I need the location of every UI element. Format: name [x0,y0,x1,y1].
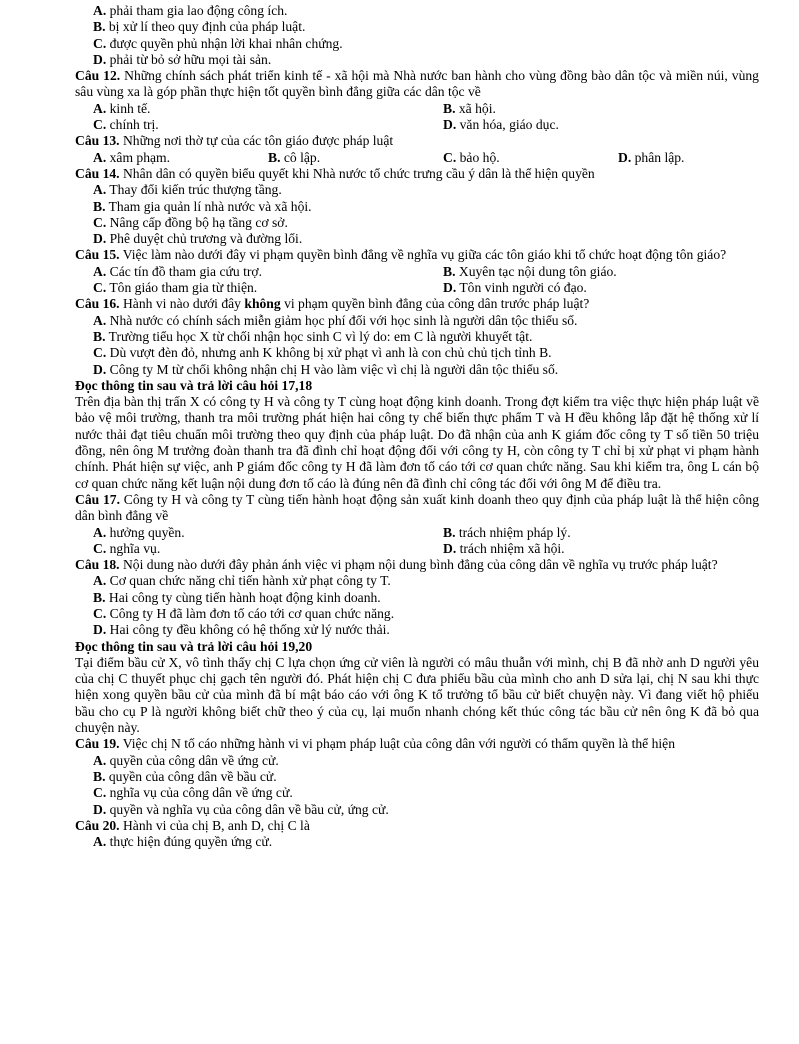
q13-option-c: C. bảo hộ. [443,149,500,165]
q11-option-a: A. phải tham gia lao động công ích. [93,3,288,18]
q16-option-b: B. Trường tiểu học X từ chối nhận học sinh C vì lý do: em C là người khuyết tật. [93,328,533,344]
q15-option-b: B. Xuyên tạc nội dung tôn giáo. [443,263,617,279]
q11-option-b: B. bị xử lí theo quy định của pháp luật. [93,19,306,35]
q19-option-a: A. quyền của công dân về ứng cử. [93,752,279,768]
q15-option-d: D. Tôn vinh người có đạo. [443,280,587,296]
q13-options-row [75,150,759,166]
reading-passage-17-18: Trên địa bàn thị trấn X có công ty H và công ty T cùng hoạt động kinh doanh. Trong đợt kiểm tra việc thực hiện pháp luật về bảo vệ môi trường, thanh tra môi trường phát hiện hai công ty chế biến thực phẩm T và H đều không lắp đặt hệ thống xử lí nước thải đạt tiêu chuẩn môi trường theo quy định của pháp luật. Do đã nhận của anh K giám đốc công ty T số tiền 50 triệu đồng, nên ông M trưởng đoàn thanh tra đã đình chỉ hoạt động đối với công ty H, còn công ty T chỉ bị xử phạt vi phạm hành chính. Phát hiện sự việc, anh P giám đốc công ty H đã làm đơn tố cáo tới cơ quan chức năng. Sau khi kiểm tra, ông L cán bộ cơ quan chức năng kết luận nội dung đơn tố cáo là đúng nên đã đình chỉ công tác đối với ông M để điều tra. [75,394,759,491]
q12-options-row-2 [75,117,759,133]
q13-option-a: A. xâm phạm. [93,149,171,165]
q16-option-a: A. Nhà nước có chính sách miễn giảm học phí đối với học sinh là người dân tộc thiểu số. [93,312,578,328]
q15-options-row-2 [75,280,759,296]
q12-option-d: D. văn hóa, giáo dục. [443,117,559,133]
q17-options-row-1 [75,525,759,541]
q11-option-d: D. phải từ bỏ sở hữu mọi tài sản. [93,51,272,67]
q12-option-a: A. kinh tế. [93,100,151,116]
q15-options-row-1 [75,264,759,280]
q19-option-d: D. quyền và nghĩa vụ của công dân về bầu cử, ứng cử. [93,801,389,817]
q18-option-b: B. Hai công ty cùng tiến hành hoạt động kinh doanh. [93,589,381,605]
q17-option-d: D. trách nhiệm xã hội. [443,540,565,556]
question-17: Câu 17. Công ty H và công ty T cùng tiến hành hoạt động sản xuất kinh doanh theo quy định của pháp luật là thể hiện công dân bình đẳng về [75,491,759,524]
q13-option-b: B. cô lập. [268,149,321,165]
q15-option-a: A. Các tín đồ tham gia cứu trợ. [93,263,262,279]
q17-option-b: B. trách nhiệm pháp lý. [443,524,571,540]
q20-option-a: A. thực hiện đúng quyền ứng cử. [93,834,273,850]
question-15: Câu 15. Việc làm nào dưới đây vi phạm quyền bình đẳng về nghĩa vụ giữa các tôn giáo khi tổ chức hoạt động tôn giáo? [75,247,727,263]
q14-option-b: B. Tham gia quản lí nhà nước và xã hội. [93,198,312,214]
q12-option-c: C. chính trị. [93,117,159,133]
q16-option-d: D. Công ty M từ chối không nhận chị H vào làm việc vì chị là người dân tộc thiểu số. [93,361,559,377]
q16-option-c: C. Dù vượt đèn đỏ, nhưng anh K không bị xử phạt vì anh là con chủ chủ tịch tỉnh B. [93,345,552,361]
question-19: Câu 19. Việc chị N tố cáo những hành vi vi phạm pháp luật của công dân với người có thẩm quyền là thể hiện [75,736,675,752]
question-14: Câu 14. Nhân dân có quyền biểu quyết khi Nhà nước tổ chức trưng cầu ý dân là thể hiện quyền [75,165,595,181]
q14-option-c: C. Nâng cấp đồng bộ hạ tầng cơ sở. [93,214,288,230]
reading-passage-19-20: Tại điểm bầu cử X, vô tình thấy chị C lựa chọn ứng cử viên là người có mâu thuẫn với mình, chị B đã nhờ anh D người yêu của chị C thuyết phục chị gạch tên người đó. Phát hiện chị C đưa phiếu bầu của mình cho anh D sửa lại, chị N sau khi thực hiện xong quyền bầu cử của mình đã bí mật báo cáo với ông K tổ trưởng tổ bầu cử biết chuyện này. Vì đang viết hộ phiếu bầu cho cụ P là người không biết chữ theo ý của cụ, lại muốn nhanh chóng kết thúc công tác bầu cử nên ông K đã bỏ qua chuyện này. [75,654,759,736]
q17-option-a: A. hưởng quyền. [93,524,185,540]
q18-option-d: D. Hai công ty đều không có hệ thống xử lý nước thải. [93,622,390,638]
q13-option-d: D. phân lập. [618,149,685,165]
q14-option-a: A. Thay đổi kiến trúc thượng tầng. [93,182,282,198]
reading-heading-19-20: Đọc thông tin sau và trả lời câu hỏi 19,20 [75,638,313,654]
question-13: Câu 13. Những nơi thờ tự của các tôn giáo được pháp luật [75,133,394,149]
question-16: Câu 16. Hành vi nào dưới đây không vi phạm quyền bình đẳng của công dân trước pháp luật? [75,296,590,312]
q11-option-c: C. được quyền phủ nhận lời khai nhân chứng. [93,35,343,51]
q14-option-d: D. Phê duyệt chủ trương và đường lối. [93,231,303,247]
q19-option-b: B. quyền của công dân về bầu cử. [93,768,277,784]
q17-option-c: C. nghĩa vụ. [93,540,161,556]
q15-option-c: C. Tôn giáo tham gia từ thiện. [93,280,258,296]
question-20: Câu 20. Hành vi của chị B, anh D, chị C là [75,817,310,833]
reading-heading-17-18: Đọc thông tin sau và trả lời câu hỏi 17,18 [75,377,313,393]
q18-option-a: A. Cơ quan chức năng chỉ tiến hành xử phạt công ty T. [93,573,391,589]
q12-option-b: B. xã hội. [443,100,496,116]
q19-option-c: C. nghĩa vụ của công dân về ứng cử. [93,785,293,801]
question-18: Câu 18. Nội dung nào dưới đây phản ánh việc vi phạm nội dung bình đẳng của công dân về nghĩa vụ trước pháp luật? [75,557,718,573]
emphasis-khong: không [244,296,281,312]
question-12: Câu 12. Những chính sách phát triển kinh tế - xã hội mà Nhà nước ban hành cho vùng đồng bào dân tộc và miền núi, vùng sâu vùng xa là góp phần thực hiện tốt quyền bình đẳng giữa các dân tộc về [75,68,759,100]
q12-options-row-1 [75,101,759,117]
q17-options-row-2 [75,541,759,557]
q18-option-c: C. Công ty H đã làm đơn tố cáo tới cơ quan chức năng. [93,605,395,621]
